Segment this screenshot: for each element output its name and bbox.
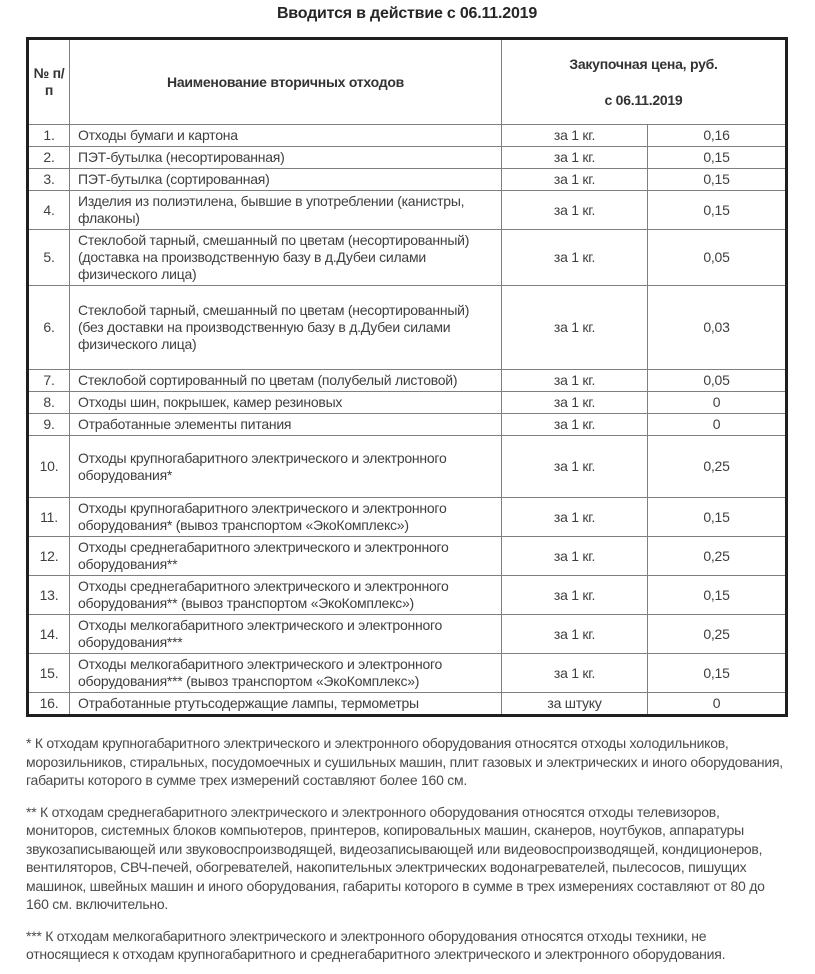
- unit-cell: за 1 кг.: [502, 615, 648, 654]
- table-row: [28, 615, 787, 654]
- table-row: [28, 693, 787, 716]
- waste-name-cell: ПЭТ-бутылка (сортированная): [70, 169, 502, 191]
- row-number-cell: 9.: [28, 414, 70, 436]
- row-number-cell: 13.: [28, 576, 70, 615]
- row-number-cell: 12.: [28, 537, 70, 576]
- row-number-cell: 11.: [28, 498, 70, 537]
- table-row: [28, 436, 787, 498]
- unit-cell: за 1 кг.: [502, 436, 648, 498]
- price-cell: 0: [648, 414, 787, 436]
- footnote-medium-equipment: ** К отходам среднегабаритного электрического и электронного оборудования относятся отходы телевизоров, мониторов, системных блоков компьютеров, принтеров, копировальных машин, сканеров, ноутбуков, аппаратуры звукозаписывающей или звуковоспроизводящей, видеозаписывающей или видеовоспроизводящей, кондиционеров, вентиляторов, СВЧ-печей, обогревателей, накопительных электрических водонагревателей, пылесосов, пишущих машинок, швейных машин и иного оборудования, габариты которого в сумме в трех измерениях составляют от 80 до 160 см. включительно.: [26, 803, 765, 912]
- table-row: [28, 392, 787, 414]
- header-row: [28, 39, 787, 125]
- unit-cell: за 1 кг.: [502, 147, 648, 169]
- price-table-body: [28, 125, 787, 716]
- row-number-cell: 8.: [28, 392, 70, 414]
- price-table: [26, 37, 788, 717]
- price-cell: 0,25: [648, 537, 787, 576]
- unit-cell: за 1 кг.: [502, 169, 648, 191]
- unit-cell: за 1 кг.: [502, 498, 648, 537]
- row-number-cell: 1.: [28, 125, 70, 147]
- price-cell: 0,16: [648, 125, 787, 147]
- waste-name-cell: Изделия из полиэтилена, бывшие в употреблении (канистры, флаконы): [70, 191, 502, 230]
- effective-date-title: Вводится в действие с 06.11.2019: [276, 5, 538, 22]
- waste-name-cell: Отходы мелкогабаритного электрического и электронного оборудования*** (вывоз транспортом «ЭкоКомплекс»): [70, 654, 502, 693]
- row-number-cell: 6.: [28, 286, 70, 370]
- unit-cell: за 1 кг.: [502, 392, 648, 414]
- price-cell: 0,15: [648, 576, 787, 615]
- table-row: [28, 169, 787, 191]
- table-row: [28, 654, 787, 693]
- table-row: [28, 498, 787, 537]
- unit-cell: за 1 кг.: [502, 654, 648, 693]
- unit-cell: за 1 кг.: [502, 576, 648, 615]
- waste-name-cell: ПЭТ-бутылка (несортированная): [70, 147, 502, 169]
- table-row: [28, 537, 787, 576]
- waste-name-cell: Отходы шин, покрышек, камер резиновых: [70, 392, 502, 414]
- price-cell: 0,25: [648, 436, 787, 498]
- table-row: [28, 286, 787, 370]
- price-cell: 0,15: [648, 169, 787, 191]
- waste-name-cell: Отходы среднегабаритного электрического и электронного оборудования**: [70, 537, 502, 576]
- waste-name-cell: Стеклобой тарный, смешанный по цветам (несортированный) (доставка на производственную базу в д.Дубеи силами физического лица): [70, 230, 502, 286]
- waste-name-cell: Стеклобой сортированный по цветам (полубелый листовой): [70, 370, 502, 392]
- header-purchase-price: [502, 39, 787, 125]
- price-table-header: [28, 39, 787, 125]
- waste-name-cell: Отработанные элементы питания: [70, 414, 502, 436]
- row-number-cell: 7.: [28, 370, 70, 392]
- row-number-cell: 3.: [28, 169, 70, 191]
- price-cell: 0,03: [648, 286, 787, 370]
- waste-name-cell: Отходы среднегабаритного электрического и электронного оборудования** (вывоз транспортом «ЭкоКомплекс»): [70, 576, 502, 615]
- header-number: № п/п: [28, 39, 70, 125]
- table-row: [28, 414, 787, 436]
- price-cell: 0,15: [648, 147, 787, 169]
- table-row: [28, 125, 787, 147]
- table-row: [28, 191, 787, 230]
- price-cell: 0,05: [648, 370, 787, 392]
- price-cell: 0,15: [648, 654, 787, 693]
- footnote-large-equipment: * К отходам крупногабаритного электрического и электронного оборудования относятся отходы холодильников, морозильников, стиральных, посудомоечных и сушильных машин, плит газовых и электрических и иного оборудования, габариты которого в сумме трех измерений составляют более 160 см.: [26, 735, 783, 788]
- footnote-small-equipment: *** К отходам мелкогабаритного электрического и электронного оборудования относятся отходы техники, не относящиеся к отходам крупногабаритного и среднегабаритного электрического и электронного оборудования.: [26, 927, 726, 962]
- row-number-cell: 4.: [28, 191, 70, 230]
- row-number-cell: 5.: [28, 230, 70, 286]
- header-price-line1: Закупочная цена, руб.: [569, 55, 718, 72]
- footnotes-section: [26, 734, 788, 964]
- row-number-cell: 16.: [28, 693, 70, 716]
- price-cell: 0,05: [648, 230, 787, 286]
- unit-cell: за 1 кг.: [502, 537, 648, 576]
- waste-name-cell: Отработанные ртутьсодержащие лампы, термометры: [70, 693, 502, 716]
- unit-cell: за 1 кг.: [502, 191, 648, 230]
- unit-cell: за 1 кг.: [502, 125, 648, 147]
- waste-name-cell: Отходы крупногабаритного электрического и электронного оборудования*: [70, 436, 502, 498]
- unit-cell: за 1 кг.: [502, 286, 648, 370]
- row-number-cell: 14.: [28, 615, 70, 654]
- header-waste-name: Наименование вторичных отходов: [70, 39, 502, 125]
- waste-name-cell: Стеклобой тарный, смешанный по цветам (несортированный) (без доставки на производственную базу в д.Дубеи силами физического лица): [70, 286, 502, 370]
- price-cell: 0,25: [648, 615, 787, 654]
- table-row: [28, 576, 787, 615]
- unit-cell: за 1 кг.: [502, 414, 648, 436]
- unit-cell: за 1 кг.: [502, 370, 648, 392]
- row-number-cell: 15.: [28, 654, 70, 693]
- waste-name-cell: Отходы мелкогабаритного электрического и электронного оборудования***: [70, 615, 502, 654]
- price-cell: 0,15: [648, 498, 787, 537]
- table-row: [28, 230, 787, 286]
- waste-name-cell: Отходы крупногабаритного электрического и электронного оборудования* (вывоз транспортом «ЭкоКомплекс»): [70, 498, 502, 537]
- row-number-cell: 2.: [28, 147, 70, 169]
- unit-cell: за 1 кг.: [502, 230, 648, 286]
- price-cell: 0: [648, 693, 787, 716]
- waste-name-cell: Отходы бумаги и картона: [70, 125, 502, 147]
- row-number-cell: 10.: [28, 436, 70, 498]
- unit-cell: за штуку: [502, 693, 648, 716]
- table-row: [28, 147, 787, 169]
- price-cell: 0: [648, 392, 787, 414]
- table-row: [28, 370, 787, 392]
- price-cell: 0,15: [648, 191, 787, 230]
- header-price-line2: с 06.11.2019: [604, 91, 683, 108]
